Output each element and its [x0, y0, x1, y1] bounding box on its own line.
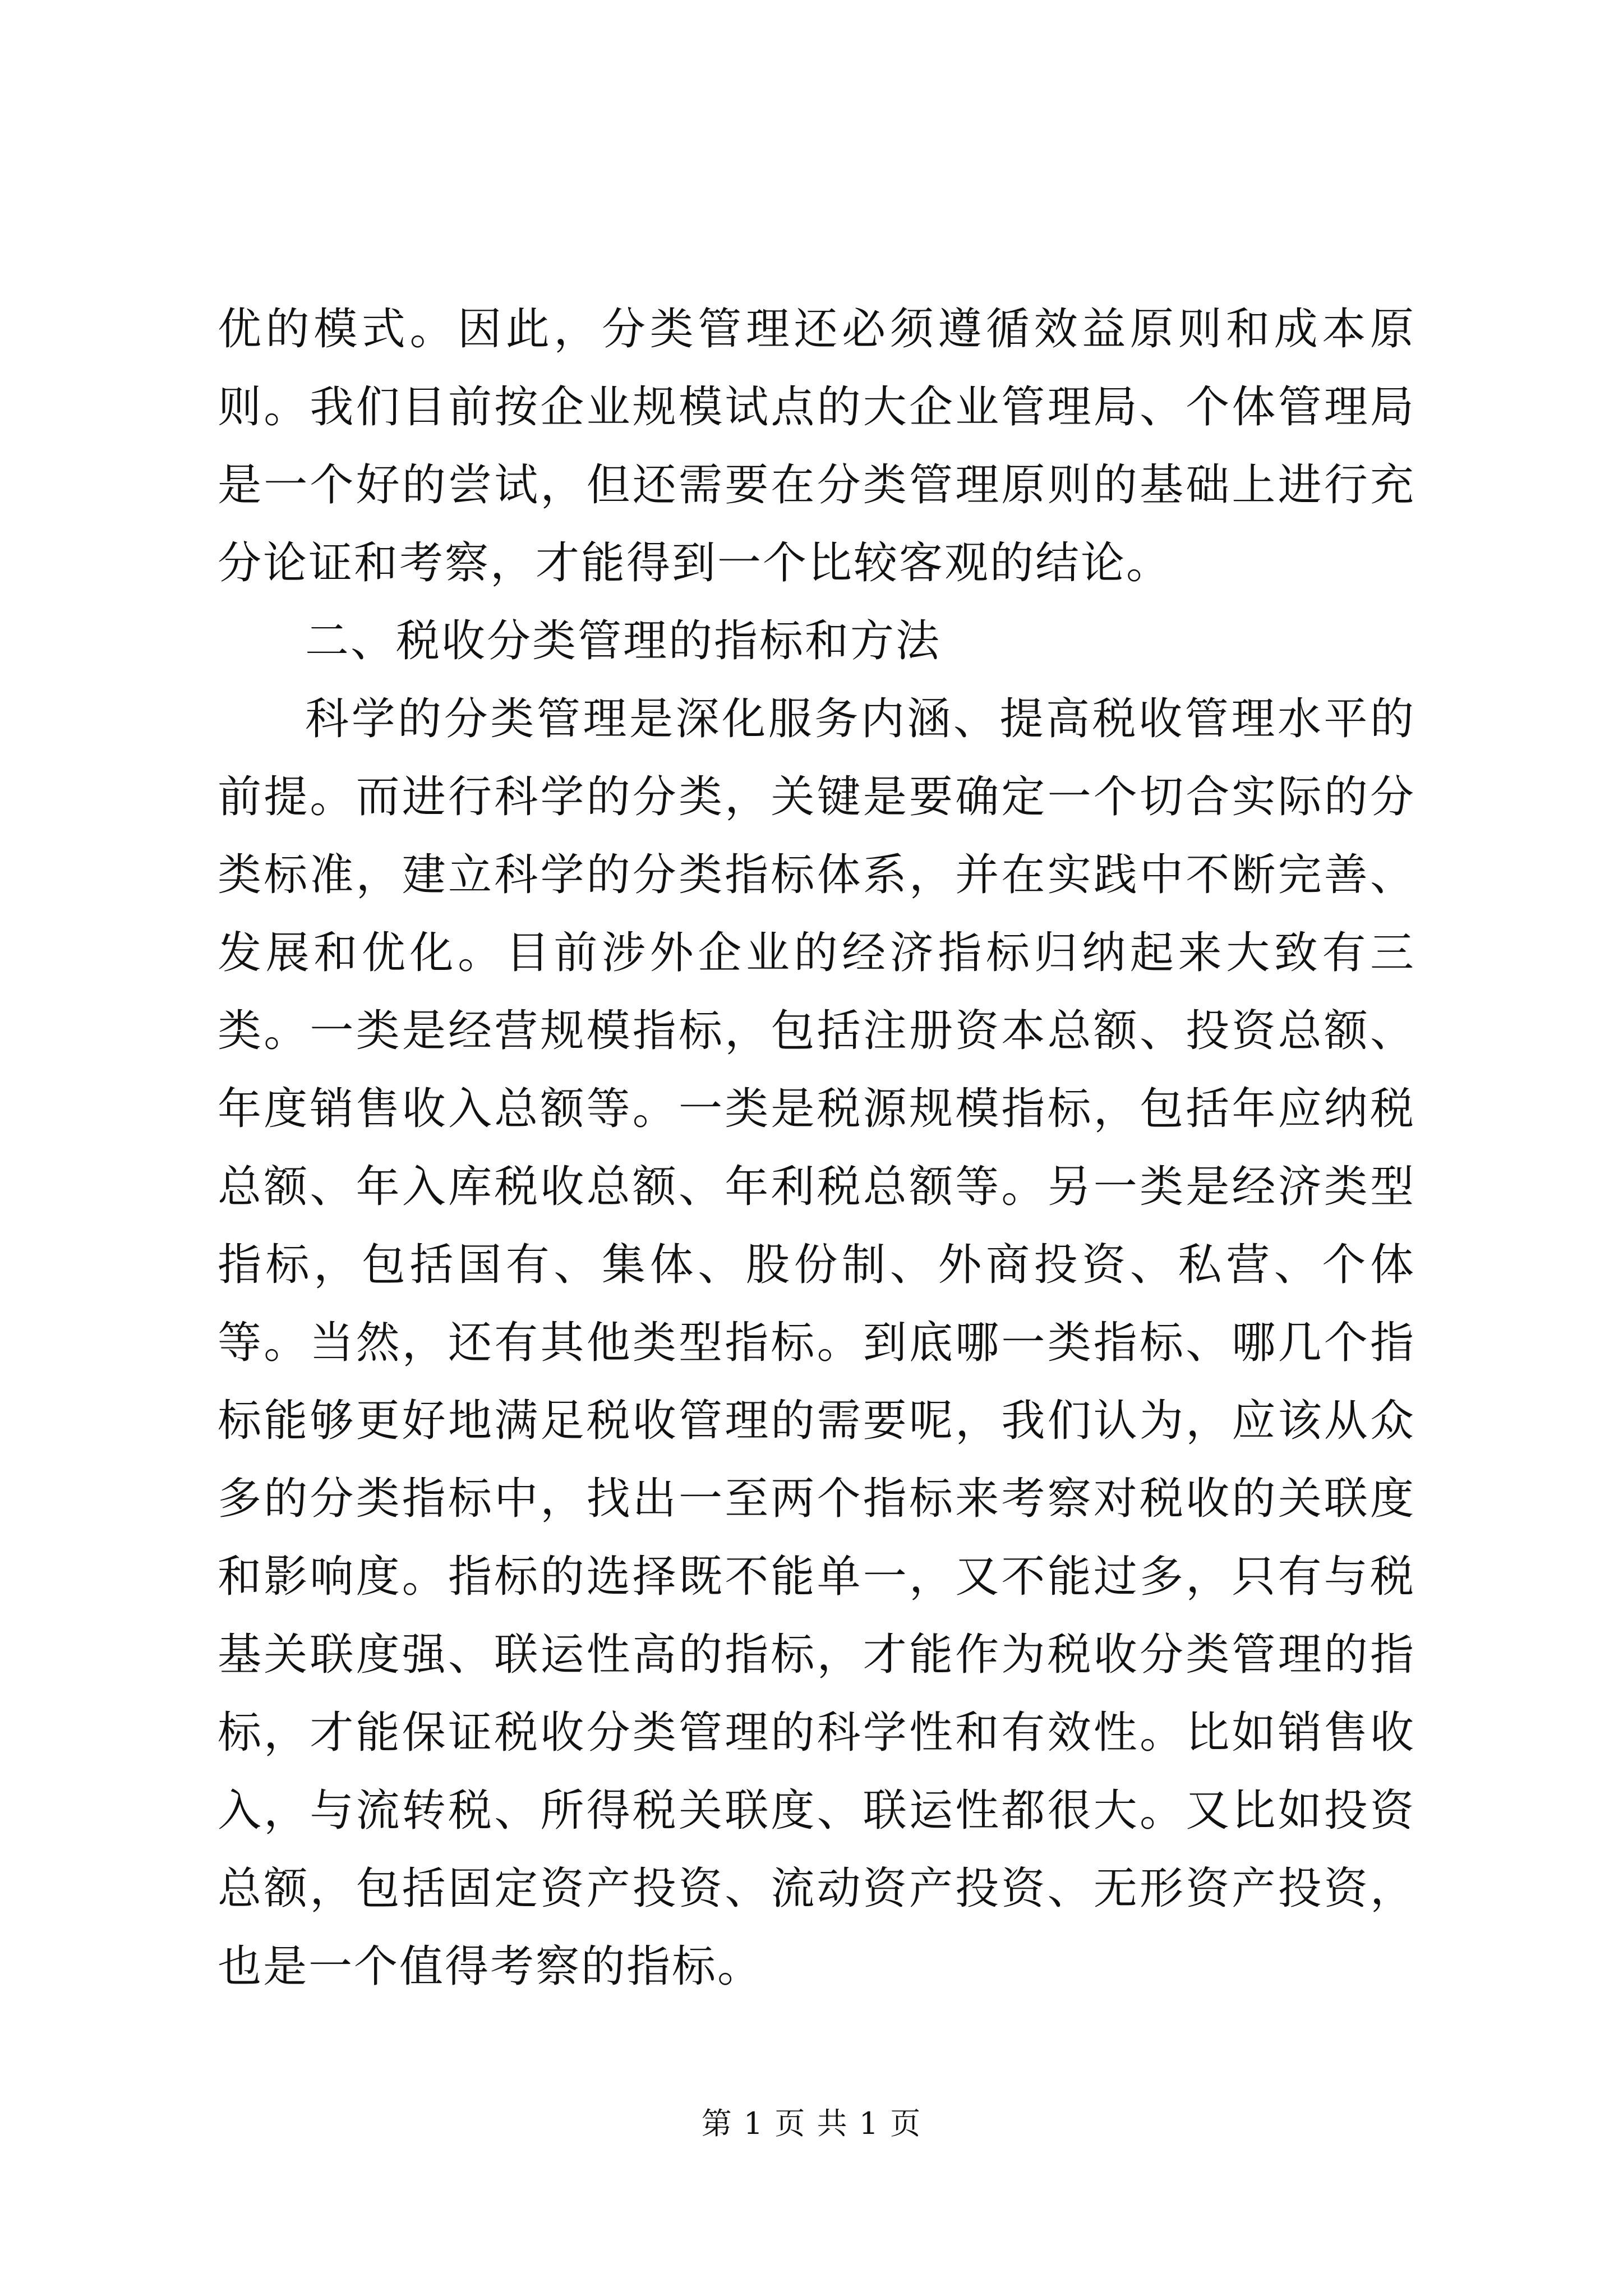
document-body: [218, 291, 1415, 2006]
page-number-footer: 第 1 页 共 1 页: [701, 2106, 922, 2141]
paragraph-intro: 优的模式。因此，分类管理还必须遵循效益原则和成本原则。我们目前按企业规模试点的大企业管理局、个体管理局是一个好的尝试，但还需要在分类管理原则的基础上进行充分论证和考察，才能得到一个比较客观的结论。: [218, 304, 1415, 588]
section-heading: 二、税收分类管理的指标和方法: [305, 616, 942, 666]
paragraph-main: 科学的分类管理是深化服务内涵、提高税收管理水平的前提。而进行科学的分类，关键是要确定一个切合实际的分类标准，建立科学的分类指标体系，并在实践中不断完善、发展和优化。目前涉外企业的经济指标归纳起来大致有三类。一类是经营规模指标，包括注册资本总额、投资总额、年度销售收入总额等。一类是税源规模指标，包括年应纳税总额、年入库税收总额、年利税总额等。另一类是经济类型指标，包括国有、集体、股份制、外商投资、私营、个体等。当然，还有其他类型指标。到底哪一类指标、哪几个指标能够更好地满足税收管理的需要呢，我们认为，应该从众多的分类指标中，找出一至两个指标来考察对税收的关联度和影响度。指标的选择既不能单一，又不能过多，只有与税基关联度强、联运性高的指标，才能作为税收分类管理的指标，才能保证税收分类管理的科学性和有效性。比如销售收入，与流转税、所得税关联度、联运性都很大。又比如投资总额，包括固定资产投资、流动资产投资、无形资产投资，也是一个值得考察的指标。: [218, 694, 1415, 1992]
